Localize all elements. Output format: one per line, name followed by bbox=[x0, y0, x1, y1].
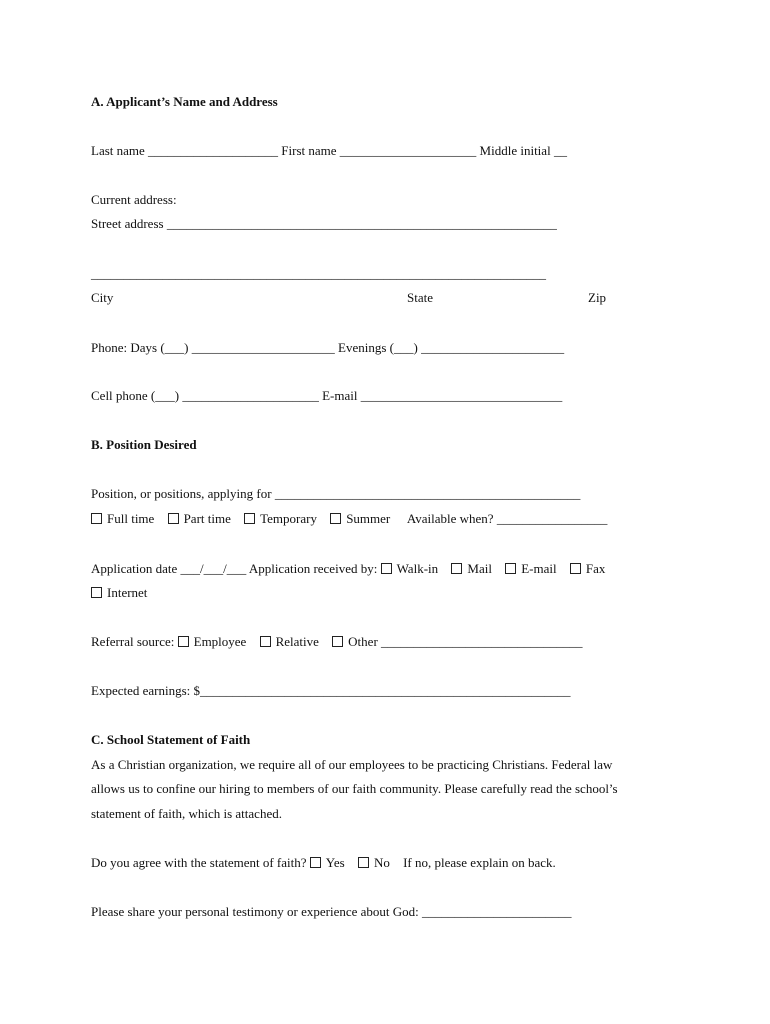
app-date-field[interactable]: ___/___/___ bbox=[180, 561, 247, 576]
evenings-label: Evenings ( bbox=[338, 340, 394, 355]
position-row bbox=[91, 486, 580, 502]
received-walk-in[interactable]: Walk-in bbox=[381, 561, 439, 576]
option-summer[interactable]: Summer bbox=[330, 511, 390, 526]
earnings-field[interactable]: _________________________________________________________ bbox=[200, 683, 571, 698]
app-date-label: Application date bbox=[91, 561, 178, 576]
option-temporary[interactable]: Temporary bbox=[244, 511, 317, 526]
middle-initial-label: Middle initial bbox=[479, 143, 551, 158]
section-b-heading: B. Position Desired bbox=[91, 437, 197, 452]
referral-relative[interactable]: Relative bbox=[260, 634, 319, 649]
checkbox-icon[interactable] bbox=[451, 563, 462, 574]
state-label: State bbox=[407, 290, 433, 305]
referral-other-field[interactable]: _______________________________ bbox=[381, 634, 583, 649]
email-field[interactable]: _______________________________ bbox=[360, 388, 563, 403]
cell-row: Cell phone (___) _____________________ E-mail _______________________________ bbox=[91, 388, 563, 403]
checkbox-icon[interactable] bbox=[168, 513, 179, 524]
evenings-area-field[interactable]: ___ bbox=[393, 340, 414, 355]
phone-days-label: Phone: Days ( bbox=[91, 340, 165, 355]
agree-no[interactable]: No bbox=[358, 855, 390, 870]
received-fax[interactable]: Fax bbox=[570, 561, 606, 576]
referral-row bbox=[91, 634, 583, 650]
faith-paragraph-line: statement of faith, which is attached. bbox=[91, 806, 282, 821]
name-row bbox=[91, 143, 567, 159]
last-name-label: Last name bbox=[91, 143, 145, 158]
earnings-row bbox=[91, 683, 571, 699]
earnings-label: Expected earnings: $ bbox=[91, 683, 201, 698]
address-line2-field[interactable]: ______________________________________________________________________ bbox=[91, 266, 546, 281]
checkbox-icon[interactable] bbox=[330, 513, 341, 524]
agree-note: If no, please explain on back. bbox=[403, 855, 556, 870]
current-address-label: Current address: bbox=[91, 192, 177, 207]
zip-label: Zip bbox=[588, 290, 607, 305]
last-name-field[interactable]: ____________________ bbox=[148, 143, 279, 158]
checkbox-icon[interactable] bbox=[381, 563, 392, 574]
cell-label: Cell phone ( bbox=[91, 388, 156, 403]
checkbox-icon[interactable] bbox=[332, 636, 343, 647]
received-email[interactable]: E-mail bbox=[505, 561, 556, 576]
employment-type-row bbox=[91, 511, 607, 527]
phone-row: Phone: Days (___) ______________________ Evenings (___) ______________________ bbox=[91, 340, 565, 355]
received-label: Application received by: bbox=[248, 561, 378, 576]
cell-field[interactable]: _____________________ bbox=[182, 388, 319, 403]
agree-row bbox=[91, 855, 556, 871]
referral-employee[interactable]: Employee bbox=[178, 634, 247, 649]
position-label: Position, or positions, applying for bbox=[91, 486, 272, 501]
position-field[interactable]: _______________________________________________ bbox=[274, 486, 581, 501]
referral-label: Referral source: bbox=[91, 634, 175, 649]
received-internet[interactable]: Internet bbox=[91, 585, 147, 601]
checkbox-icon[interactable] bbox=[570, 563, 581, 574]
option-part-time[interactable]: Part time bbox=[168, 511, 231, 526]
agree-label: Do you agree with the statement of faith? bbox=[91, 855, 307, 870]
received-mail[interactable]: Mail bbox=[451, 561, 492, 576]
agree-yes[interactable]: Yes bbox=[310, 855, 345, 870]
city-label: City bbox=[91, 290, 114, 305]
email-label: E-mail bbox=[322, 388, 358, 403]
phone-days-field[interactable]: ______________________ bbox=[191, 340, 335, 355]
testimony-field[interactable]: _______________________ bbox=[422, 904, 572, 919]
section-c-heading: C. School Statement of Faith bbox=[91, 732, 251, 747]
cell-area-field[interactable]: ___ bbox=[155, 388, 175, 403]
testimony-row bbox=[91, 904, 572, 920]
section-a-heading: A. Applicant’s Name and Address bbox=[91, 94, 278, 109]
street-address-row bbox=[91, 216, 557, 232]
checkbox-icon[interactable] bbox=[91, 587, 102, 598]
faith-paragraph-line: allows us to confine our hiring to members of our faith community. Please carefully read the school’s bbox=[91, 781, 618, 796]
first-name-field[interactable]: _____________________ bbox=[339, 143, 477, 158]
checkbox-icon[interactable] bbox=[358, 857, 369, 868]
street-address-field[interactable]: ____________________________________________________________ bbox=[166, 216, 557, 231]
checkbox-icon[interactable] bbox=[260, 636, 271, 647]
middle-initial-field[interactable]: __ bbox=[553, 143, 567, 158]
evenings-field[interactable]: ______________________ bbox=[421, 340, 565, 355]
checkbox-icon[interactable] bbox=[91, 513, 102, 524]
checkbox-icon[interactable] bbox=[505, 563, 516, 574]
checkbox-icon[interactable] bbox=[244, 513, 255, 524]
application-date-row bbox=[91, 561, 615, 577]
available-label: Available when? bbox=[406, 511, 494, 526]
referral-other[interactable]: Other bbox=[332, 634, 378, 649]
checkbox-icon[interactable] bbox=[178, 636, 189, 647]
testimony-label: Please share your personal testimony or experience about God: bbox=[91, 904, 419, 919]
phone-days-area-field[interactable]: ___ bbox=[164, 340, 185, 355]
faith-paragraph-line: As a Christian organization, we require all of our employees to be practicing Christians. Federal law bbox=[91, 757, 613, 772]
option-full-time[interactable]: Full time bbox=[91, 511, 154, 526]
first-name-label: First name bbox=[281, 143, 337, 158]
available-field[interactable]: _________________ bbox=[496, 511, 608, 526]
street-address-label: Street address bbox=[91, 216, 164, 231]
checkbox-icon[interactable] bbox=[310, 857, 321, 868]
